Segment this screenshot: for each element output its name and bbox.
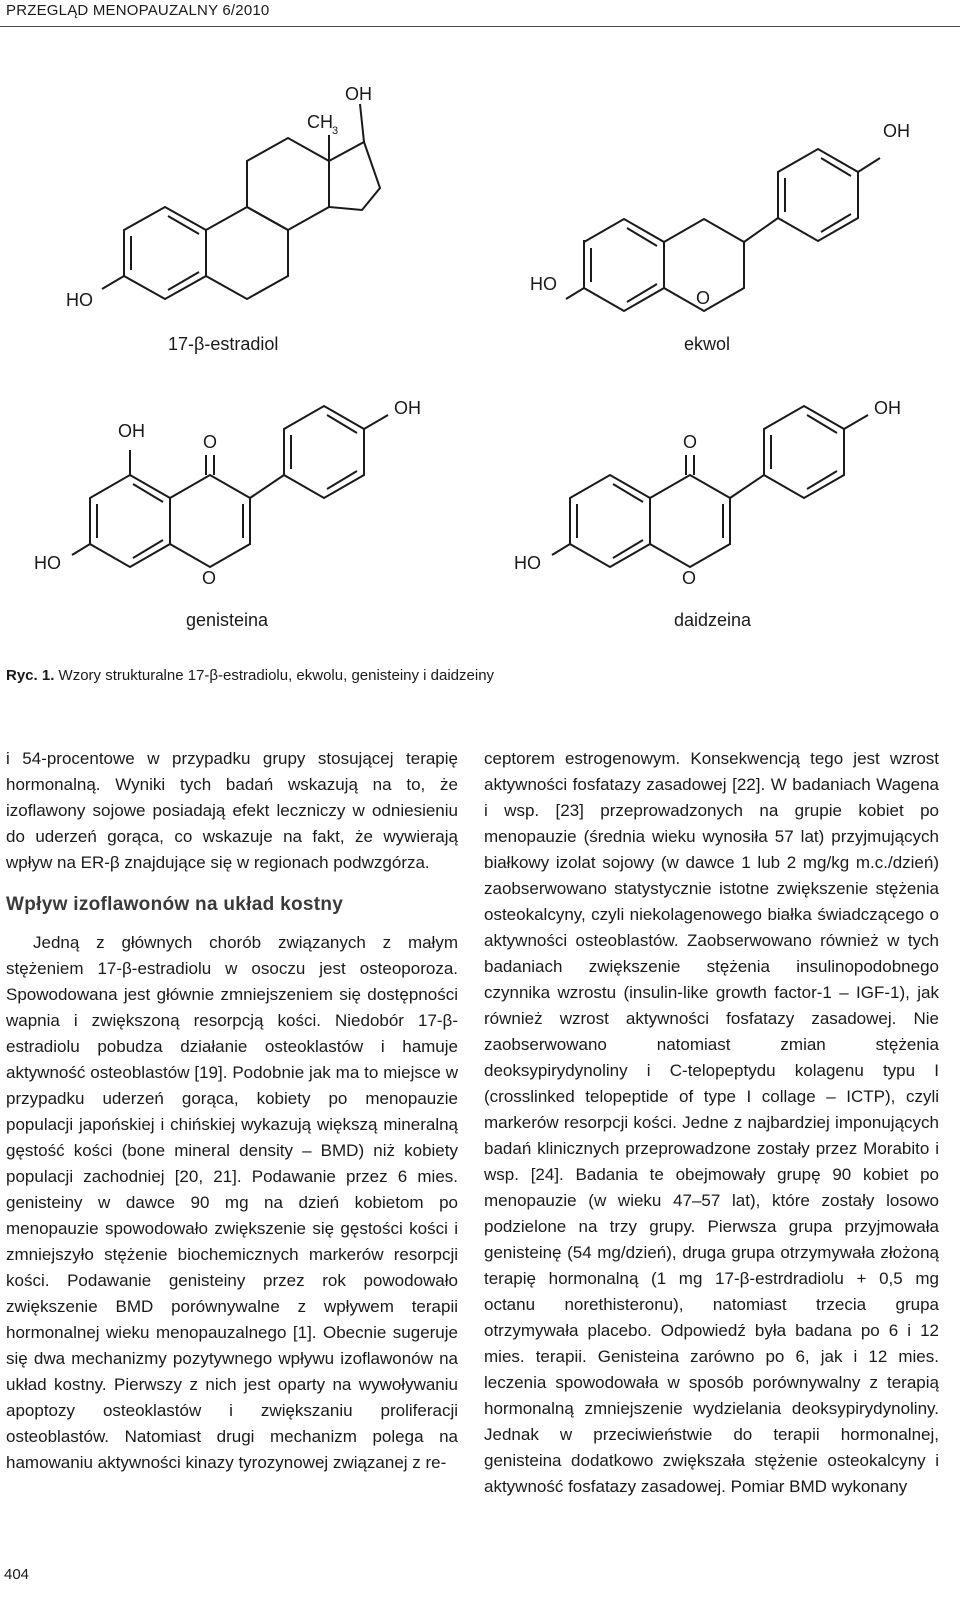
estradiol-ho-label: HO xyxy=(66,290,93,310)
ekwol-ring-c xyxy=(778,149,858,241)
genisteina-oh-right-label: OH xyxy=(394,398,421,418)
genisteina-ho-bond xyxy=(72,544,90,555)
ekwol-double-bond xyxy=(627,228,657,246)
genisteina-o-top-label: O xyxy=(203,432,218,452)
daidzeina-ho-bond xyxy=(552,544,570,555)
left-paragraph-2: Jedną z głównych chorób związanych z małym stężeniem 17-β-estradiolu w osoczu jest osteoporoza. Spowodowana jest głównie zmniejszeniem się dostępności wapnia i zwiększoną resorpcją kości. Niedobór 17-β-estradiolu pobudza działanie osteoklastów i hamuje aktywność osteoblastów [19]. Podobnie jak ma to miejsce w przypadku uderzeń gorąca, kobiety po menopauzie populacji japońskiej i chińskiej wykazują większą mineralną gęstość kości (bone mineral density – BMD) niż kobiety populacji zachodniej [20, 21]. Podawanie przez 6 mies. genisteiny w dawce 90 mg na dzień kobietom po menopauzie spowodowało zwiększenie się gęstości kości i zmniejszyło stężenie biochemicznych markerów resorpcji kości. Podawanie genisteiny przez rok powodowało zwiększenie BMD porównywalne z wpływem terapii hormonalnej wieku menopauzalnego [1]. Obecnie sugeruje się dwa mechanizmy pozytywnego wpływu izoflawonów na układ kostny. Pierwszy z nich jest oparty na wywoływaniu apoptozy osteoklastów i zwiększaniu proliferacji osteoblastów. Natomiast drugi mechanizm polega na hamowaniu aktywności kinazy tyrozynowej związanej z re- xyxy=(6,933,458,1472)
genisteina-ring-c xyxy=(284,406,364,498)
estradiol-double-bond xyxy=(168,216,199,234)
figure-structural-formulas xyxy=(0,70,960,670)
ekwol-o-label: O xyxy=(696,288,711,308)
right-paragraph-1: ceptorem estrogenowym. Konsekwencją tego jest wzrost aktywności fosfatazy zasadowej [22]. W badaniach Wagena i wsp. [23] przeprowadzonych na grupie kobiet po menopauzie (średnia wieku wynosiła 57 lat) przyjmujących białkowy izolat sojowy (w dawce 1 lub 2 mg/kg m.c./dzień) zaobserwowano statystycznie istotne zwiększenie stężenia osteokalcyny, czyli niekolagenowego białka świadczącego o aktywności osteoblastów. Zaobserwowano również w tych badaniach zwiększenie stężenia insulinopodobnego czynnika wzrostu (insulin-like growth factor-1 – IGF-1), jak również wzrost aktywności fosfatazy zasadowej. Nie zaobserwowano natomiast zmian stężenia deoksypirydynoliny i C-telopeptydu kolagenu typu I (crosslinked telopeptide of type I collage – ICTP), czyli markerów resorpcji kości. Jedne z najbardziej imponujących badań klinicznych przeprowadzone zostały przez Morabito i wsp. [24]. Badania te obejmowały grupę 90 kobiet po menopauzie (w wieku 47–57 lat), które zostały losowo podzielone na trzy grupy. Pierwsza grupa przyjmowała genisteinę (54 mg/dzień), druga grupa otrzymywała złożoną terapię hormonalną (1 mg 17-β-estrdradiolu + 0,5 mg octanu norethisteronu), natomiast trzecia grupa otrzymywała placebo. Odpowiedź była badana po 6 i 12 mies. terapii. Genisteina zarówno po 6, jak i 12 mies. leczenia spowodowała w sposób porównywalny z terapią hormonalną zmniejszenie wydzielania deoksypirydynoliny. Jednak w przeciwieństwie do terapii hormonalnej, genisteina dodatkowo zwiększała stężenie osteokalcyny i aktywność fosfatazy zasadowej. Pomiar BMD wykonany xyxy=(484,749,939,1496)
genisteina-oh-bond xyxy=(364,415,388,429)
genisteina-double-bond xyxy=(327,415,357,433)
daidzeina-link-bond xyxy=(730,475,764,498)
daidzeina-ring-b xyxy=(650,475,730,567)
daidzeina-o-top-label: O xyxy=(683,432,698,452)
estradiol-oh-bond xyxy=(360,104,364,142)
estradiol-ring-c xyxy=(247,138,329,230)
ekwol-ho-bond xyxy=(566,288,584,299)
estradiol-name: 17-β-estradiol xyxy=(168,334,279,354)
genisteina-ring-a xyxy=(90,475,170,567)
genisteina-o-ring-label: O xyxy=(202,568,217,588)
daidzeina-ho-label: HO xyxy=(514,553,541,573)
genisteina-ho-label: HO xyxy=(34,553,61,573)
ekwol-oh-bond xyxy=(858,158,880,172)
page-number: 404 xyxy=(4,1566,30,1583)
estradiol-ch-label: CH xyxy=(307,112,333,132)
ekwol-ho-label: HO xyxy=(530,274,557,294)
caption-text: Wzory strukturalne 17-β-estradiolu, ekwolu, genisteiny i daidzeiny xyxy=(54,667,495,684)
genisteina-structure xyxy=(34,398,421,630)
daidzeina-name: daidzeina xyxy=(674,610,752,630)
genisteina-oh-left-label: OH xyxy=(118,421,145,441)
genisteina-double-bond xyxy=(133,540,163,558)
journal-title: PRZEGLĄD MENOPAUZALNY 6/2010 xyxy=(6,2,270,19)
genisteina-ring-b xyxy=(170,475,250,567)
daidzeina-double-bond xyxy=(807,415,837,433)
daidzeina-ring-c xyxy=(764,406,844,498)
estradiol-double-bond xyxy=(168,272,199,290)
estradiol-sub3-label: 3 xyxy=(332,125,339,137)
daidzeina-structure xyxy=(514,398,901,630)
estradiol-ring-d xyxy=(329,142,380,210)
estradiol-ring-a xyxy=(124,207,206,299)
ekwol-double-bond xyxy=(821,214,851,232)
genisteina-link-bond xyxy=(250,475,284,498)
daidzeina-double-bond xyxy=(613,484,643,502)
section-heading: Wpływ izoflawonów na układ kostny xyxy=(6,894,344,915)
left-paragraph-1: i 54-procentowe w przypadku grupy stosującej terapię hormonalną. Wyniki tych badań wskazują na to, że izoflawony sojowe posiadają efekt leczniczy w odniesieniu do uderzeń gorąca, co wskazuje na fakt, że wywierają wpływ na ER-β znajdujące się w regionach podwzgórza. xyxy=(6,749,458,872)
running-header xyxy=(0,0,960,27)
figure-caption xyxy=(6,667,494,684)
daidzeina-oh-bond xyxy=(844,415,868,429)
caption-label: Ryc. 1. xyxy=(6,667,55,684)
daidzeina-o-ring-label: O xyxy=(682,568,697,588)
genisteina-name: genisteina xyxy=(186,610,269,630)
daidzeina-double-bond xyxy=(807,471,837,489)
daidzeina-double-bond xyxy=(613,540,643,558)
ekwol-name: ekwol xyxy=(684,334,731,354)
estradiol-oh-label: OH xyxy=(345,84,372,104)
daidzeina-ring-a xyxy=(570,475,650,567)
estradiol-ring-b xyxy=(206,207,288,299)
ekwol-link-bond xyxy=(744,218,778,242)
genisteina-double-bond xyxy=(327,471,357,489)
ekwol-structure xyxy=(530,121,910,354)
left-column xyxy=(6,746,458,1476)
ekwol-double-bond xyxy=(821,158,851,176)
ekwol-oh-label: OH xyxy=(883,121,910,141)
ekwol-double-bond xyxy=(627,284,657,302)
chemical-structures-svg xyxy=(0,70,960,670)
right-column xyxy=(484,746,939,1500)
estradiol-structure xyxy=(66,84,380,354)
estradiol-ho-bond xyxy=(102,276,124,289)
genisteina-double-bond xyxy=(133,484,163,502)
daidzeina-oh-label: OH xyxy=(874,398,901,418)
ekwol-ring-a xyxy=(584,219,664,311)
